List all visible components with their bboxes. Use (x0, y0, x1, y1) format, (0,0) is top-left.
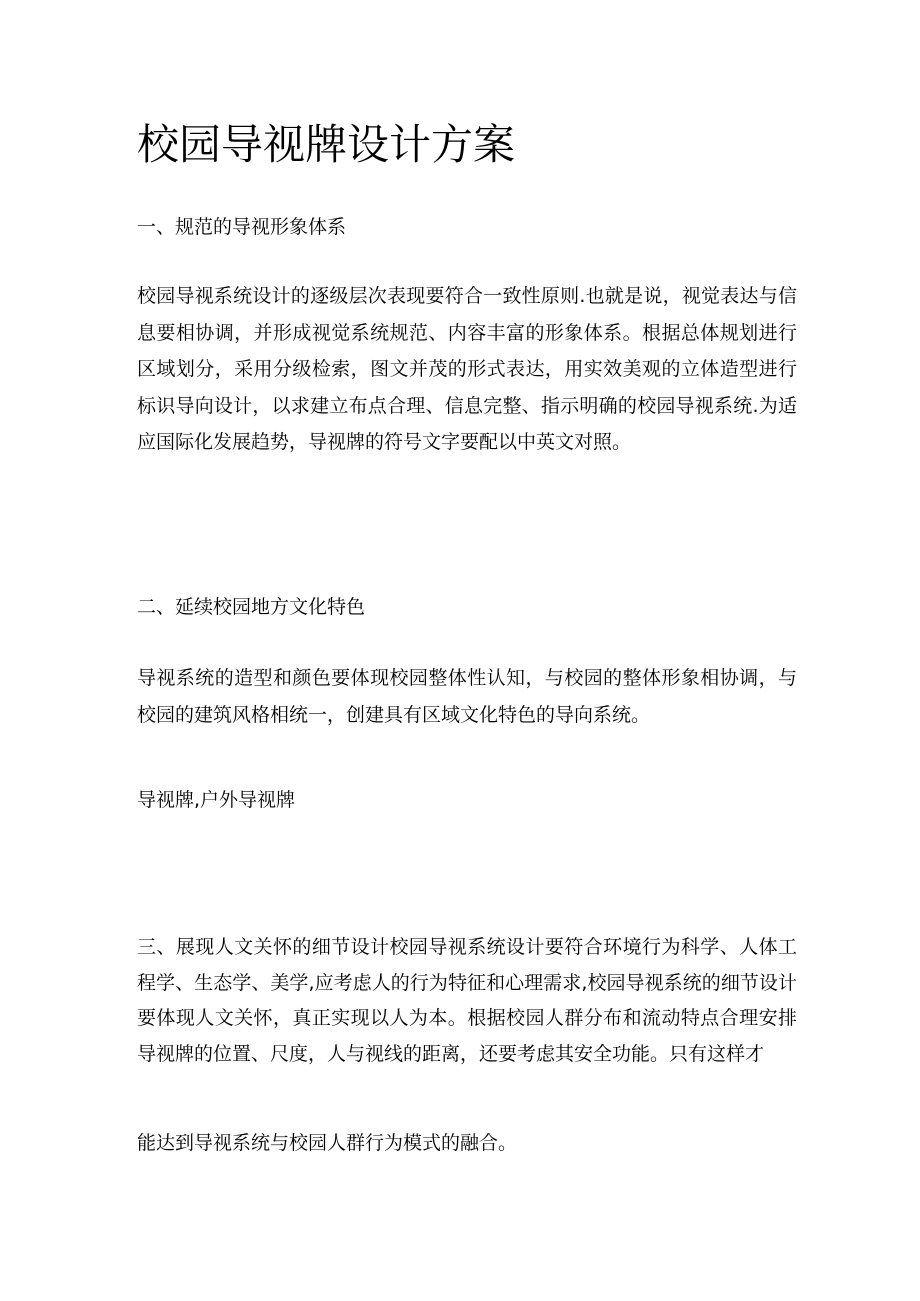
section-3-paragraph: 三、展现人文关怀的细节设计校园导视系统设计要符合环境行为科学、人体工程学、生态学、美学,应考虑人的行为特征和心理需求,校园导视系统的细节设计要体现人文关怀，真正实现以人为本。根据校园人群分布和流动特点合理安排导视牌的位置、尺度，人与视线的距离，还要考虑其安全功能。只有这样才 (137, 936, 797, 1065)
section-1-heading: 一、规范的导视形象体系 (137, 216, 347, 238)
section-1-paragraph: 校园导视系统设计的逐级层次表现要符合一致性原则.也就是说，视觉表达与信息要相协调，并形成视觉系统规范、内容丰富的形象体系。根据总体规划进行区域划分，采用分级检索，图文并茂的形式表达，用实效美观的立体造型进行标识导向设计，以求建立布点合理、信息完整、指示明确的校园导视系统.为适应国际化发展趋势，导视牌的符号文字要配以中英文对照。 (137, 285, 797, 454)
document-title: 校园导视牌设计方案 (137, 120, 516, 169)
section-3-continuation: 能达到导视系统与校园人群行为模式的融合。 (137, 1132, 518, 1154)
section-2-heading: 二、延续校园地方文化特色 (137, 596, 366, 618)
section-2-paragraph: 导视系统的造型和颜色要体现校园整体性认知，与校园的整体形象相协调，与校园的建筑风格相统一，创建具有区域文化特色的导向系统。 (137, 667, 797, 726)
section-2-note: 导视牌,户外导视牌 (137, 789, 296, 811)
